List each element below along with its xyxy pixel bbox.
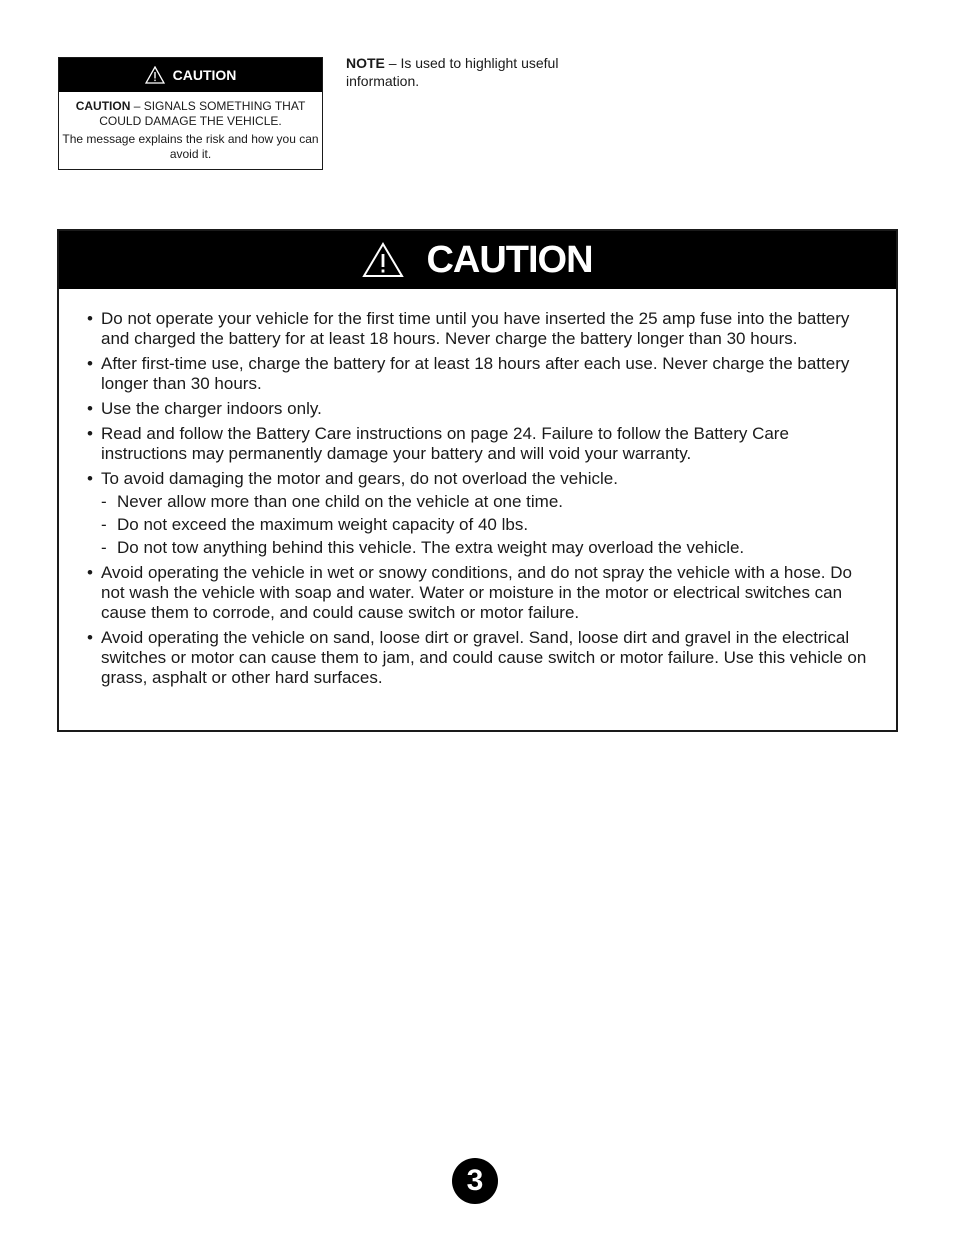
caution-legend-title: CAUTION	[172, 67, 237, 83]
page-number: 3	[452, 1158, 498, 1204]
note-legend	[346, 54, 576, 90]
caution-item-charge: • After first-time use, charge the battery for at least 18 hours after each use. Never charge the battery longer than 30 hours.	[87, 354, 878, 394]
caution-item-battery-care: • Read and follow the Battery Care instructions on page 24. Failure to follow the Battery Care instructions may permanently damage your battery and will void your warranty.	[87, 424, 878, 464]
overload-subitem-tow: - Do not tow anything behind this vehicle. The extra weight may overload the vehicle.	[101, 538, 878, 558]
warning-triangle-icon	[362, 242, 404, 278]
caution-legend-detail: The message explains the risk and how you can avoid it.	[62, 132, 319, 161]
caution-item-overload-text: To avoid damaging the motor and gears, do not overload the vehicle.	[101, 469, 618, 488]
caution-list	[59, 289, 896, 688]
caution-item-overload	[87, 469, 878, 558]
caution-legend-body	[59, 92, 322, 162]
caution-legend-header	[59, 58, 322, 92]
overload-subitem-weight: - Do not exceed the maximum weight capacity of 40 lbs.	[101, 515, 878, 535]
overload-sublist	[101, 489, 878, 558]
caution-legend-lead	[59, 99, 322, 129]
caution-item-wet: • Avoid operating the vehicle in wet or snowy conditions, and do not spray the vehicle with a hose. Do not wash the vehicle with soap and water. Water or moisture in the motor or electrical switches can cause them to corrode, and could cause switch or motor failure.	[87, 563, 878, 623]
caution-legend-lead-text: – SIGNALS SOMETHING THAT COULD DAMAGE THE VEHICLE.	[99, 99, 306, 128]
warning-triangle-icon	[145, 66, 165, 84]
caution-header	[59, 231, 896, 289]
caution-legend-lead-bold: CAUTION	[75, 99, 131, 113]
note-legend-text: – Is used to highlight useful information.	[346, 55, 559, 89]
overload-subitem-one-child: - Never allow more than one child on the vehicle at one time.	[101, 492, 878, 512]
caution-item-indoors: • Use the charger indoors only.	[87, 399, 878, 419]
note-legend-bold: NOTE	[346, 55, 385, 71]
caution-item-fuse: • Do not operate your vehicle for the first time until you have inserted the 25 amp fuse into the battery and charged the battery for at least 18 hours. Never charge the battery longer than 30 hours.	[87, 309, 878, 349]
caution-box	[57, 229, 898, 732]
caution-legend-box	[58, 57, 323, 170]
caution-item-sand: • Avoid operating the vehicle on sand, loose dirt or gravel. Sand, loose dirt and gravel in the electrical switches or motor can cause them to jam, and could cause switch or motor failure. Use this vehicle on grass, asphalt or other hard surfaces.	[87, 628, 878, 688]
caution-title: CAUTION	[426, 238, 593, 281]
